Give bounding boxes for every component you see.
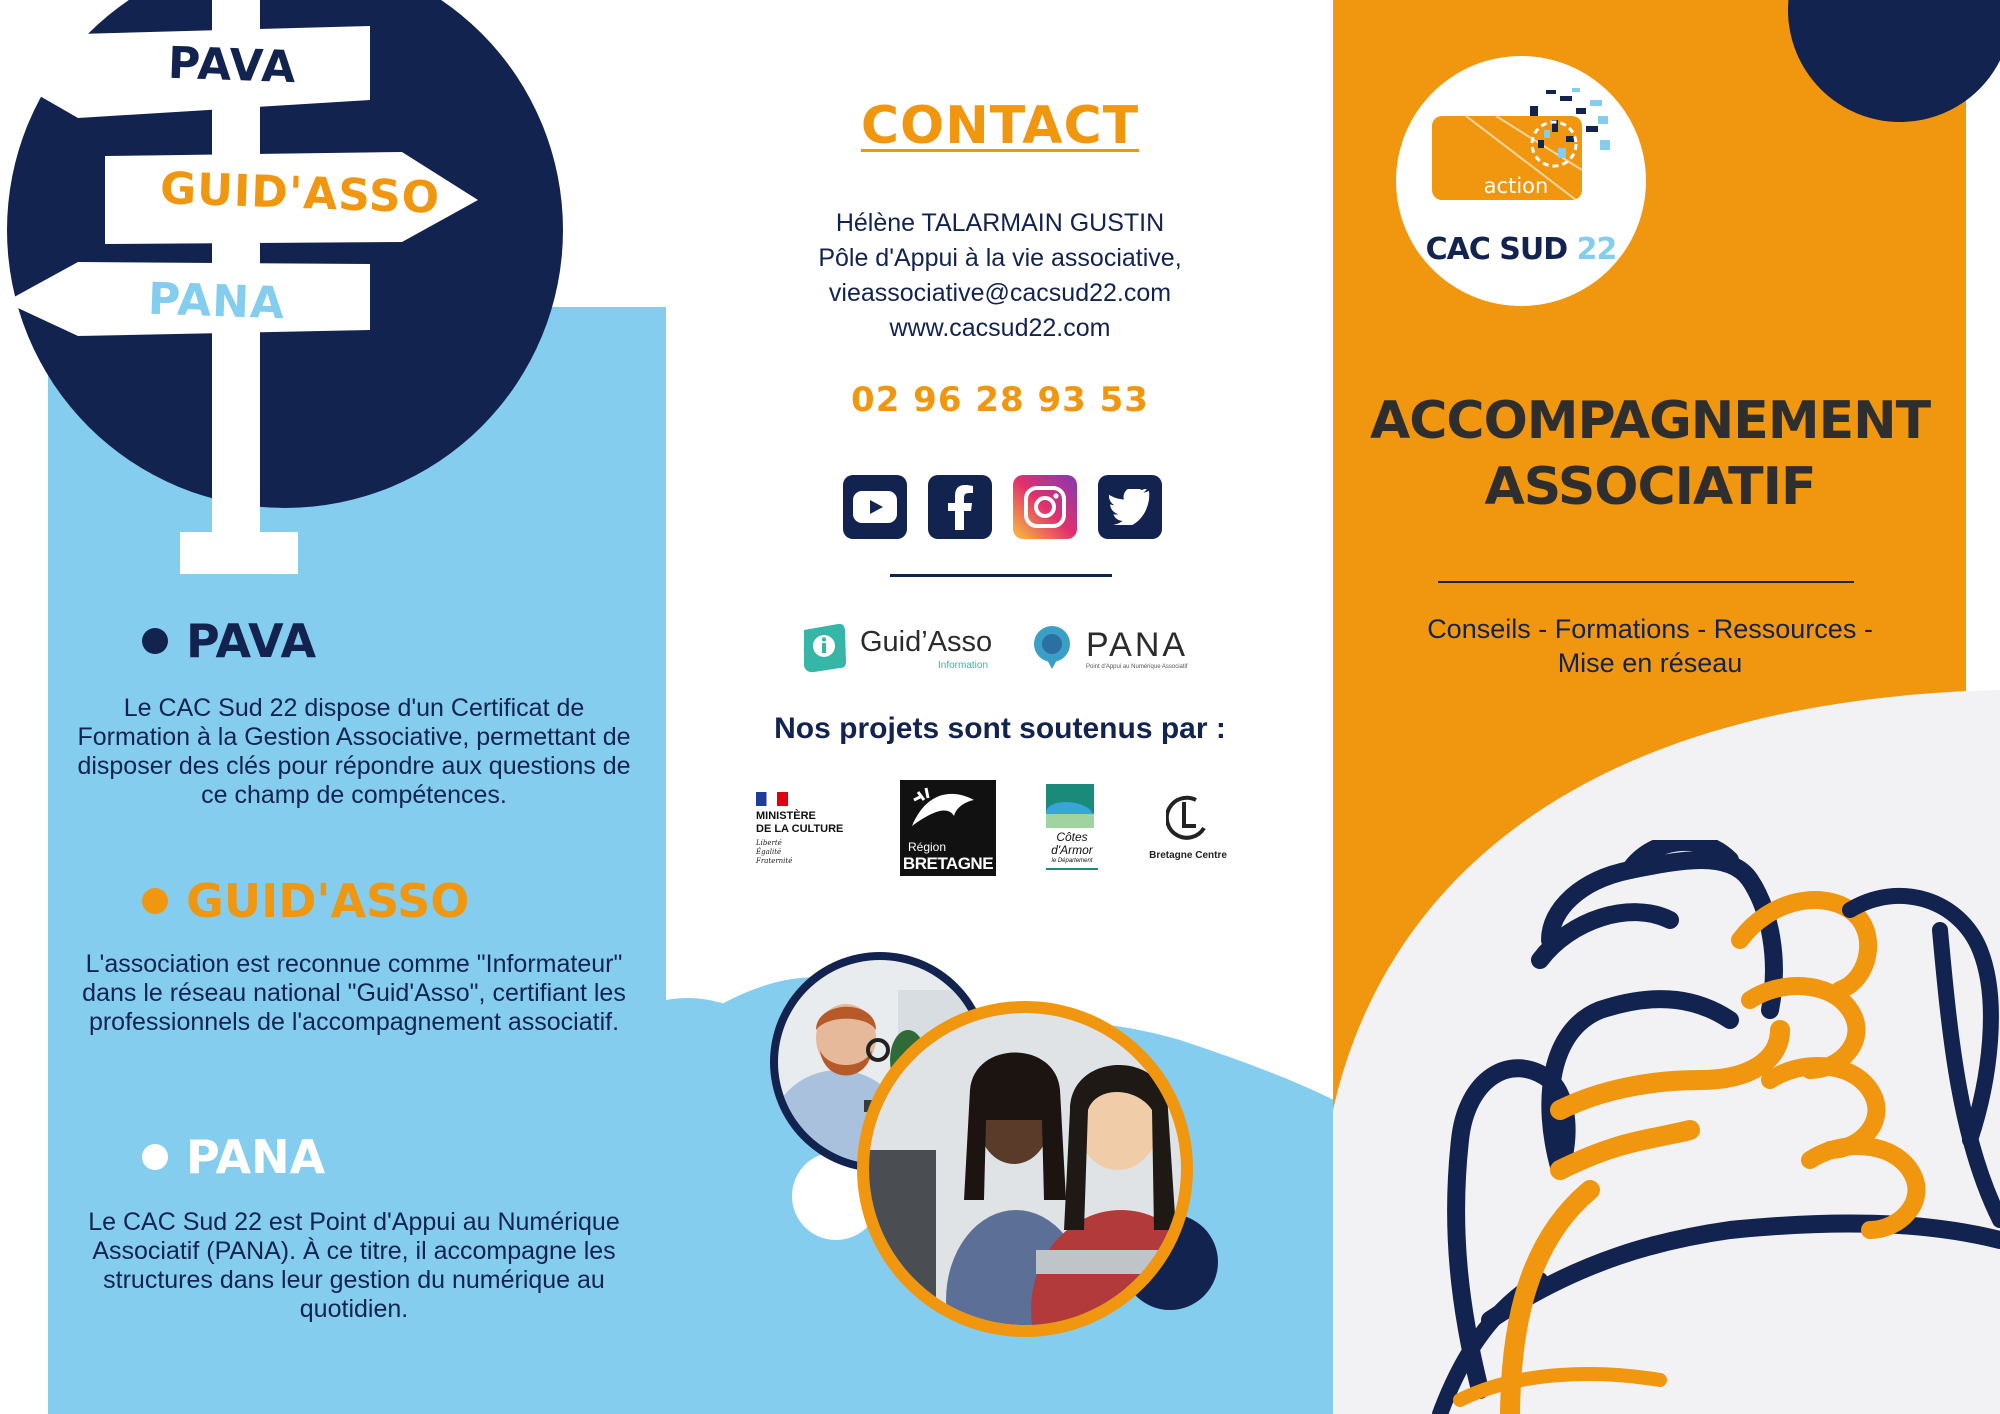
youtube-icon[interactable] — [843, 475, 907, 539]
section-title-text: GUID'ASSO — [186, 874, 470, 928]
hands-illustration — [1400, 840, 2000, 1414]
cotes-underline — [1046, 868, 1098, 870]
cotes-line-3: le Département — [1051, 858, 1093, 864]
pana-logo — [1032, 624, 1192, 674]
ministere-motto-3: Fraternité — [756, 857, 793, 865]
section-title-text: PANA — [186, 1130, 326, 1184]
sign-pana-label: PANA — [147, 273, 286, 330]
sign-pava-label: PAVA — [167, 37, 298, 94]
main-title-line-2: ASSOCIATIF — [1484, 457, 1816, 517]
section-guidasso-title — [142, 874, 469, 928]
photo-two-women-computer — [856, 1000, 1194, 1338]
bretagne-centre-name: Bretagne Centre — [1149, 850, 1227, 861]
main-title — [1370, 388, 1930, 520]
services-line-2: Mise en réseau — [1557, 648, 1743, 678]
ministere-line-1: MINISTÈRE — [756, 810, 816, 822]
region-big: BRETAGNE — [902, 854, 994, 873]
ministere-motto-1: Liberté — [756, 839, 782, 847]
ministere-line-2: DE LA CULTURE — [756, 823, 844, 835]
section-pana-title — [142, 1130, 325, 1184]
logo-22: 22 — [1576, 232, 1617, 267]
cotes-line-1: Côtes — [1056, 830, 1088, 844]
guidasso-logo-sub: Information — [938, 660, 989, 671]
section-pava-title — [142, 614, 316, 668]
instagram-icon[interactable] — [1013, 475, 1077, 539]
pana-logo-name: PANA — [1086, 626, 1189, 664]
bretagne-centre-logo — [1140, 794, 1236, 864]
pana-logo-sub: Point d'Appui au Numérique Associatif — [1086, 664, 1188, 670]
contact-website[interactable]: www.cacsud22.com — [889, 314, 1111, 342]
logo-bottom-text — [1396, 232, 1646, 267]
twitter-icon[interactable] — [1098, 475, 1162, 539]
contact-details — [690, 206, 1310, 346]
contact-title: CONTACT — [860, 96, 1140, 156]
facebook-icon[interactable] — [928, 475, 992, 539]
section-guidasso-body: L'association est reconnue comme "Informateur" dans le réseau national "Guid'Asso", certifiant les professionnels de l'accompagnement associatif. — [82, 950, 626, 1036]
cotes-line-2: d'Armor — [1051, 843, 1093, 857]
ministere-culture-logo — [754, 790, 874, 870]
contact-divider — [890, 574, 1112, 577]
bullet-dot — [142, 628, 168, 654]
services-list — [1370, 612, 1930, 680]
region-small: Région — [908, 840, 947, 854]
contact-name: Hélène TALARMAIN GUSTIN — [835, 209, 1165, 237]
contact-email[interactable]: vieassociative@cacsud22.com — [828, 279, 1172, 307]
cotes-armor-emblem — [1046, 784, 1094, 828]
section-title-text: PAVA — [186, 614, 317, 668]
bullet-dot — [142, 1144, 168, 1170]
cac-sud-22-logo[interactable] — [1396, 56, 1646, 306]
bullet-dot — [142, 888, 168, 914]
section-pana-body: Le CAC Sud 22 est Point d'Appui au Numérique Associatif (PANA). À ce titre, il accompagne les structures dans leur gestion du numérique au quotidien. — [88, 1208, 620, 1323]
contact-role: Pôle d'Appui à la vie associative, — [818, 244, 1182, 272]
sign-guidasso-label: GUID'ASSO — [159, 163, 441, 224]
cotes-armor-logo — [1040, 784, 1104, 876]
services-line-1: Conseils - Formations - Ressources - — [1427, 614, 1873, 644]
logo-top-text: action culturelle — [1467, 174, 1565, 222]
support-title: Nos projets sont soutenus par : — [774, 712, 1226, 745]
logo-cac-sud: CAC SUD — [1425, 232, 1568, 267]
region-bretagne-logo — [900, 780, 996, 876]
title-divider — [1438, 581, 1854, 583]
french-flag — [756, 792, 788, 806]
guidasso-logo-name: Guid’Asso — [860, 626, 993, 658]
section-pava-body: Le CAC Sud 22 dispose d'un Certificat de Formation à la Gestion Associative, permettant de disposer des clés pour répondre aux questions de ce champ de compétences. — [77, 694, 631, 809]
ministere-motto-2: Égalité — [756, 848, 782, 856]
main-title-line-1: ACCOMPAGNEMENT — [1370, 391, 1931, 451]
guidasso-logo — [798, 622, 998, 672]
contact-phone[interactable]: 02 96 28 93 53 — [851, 380, 1149, 420]
